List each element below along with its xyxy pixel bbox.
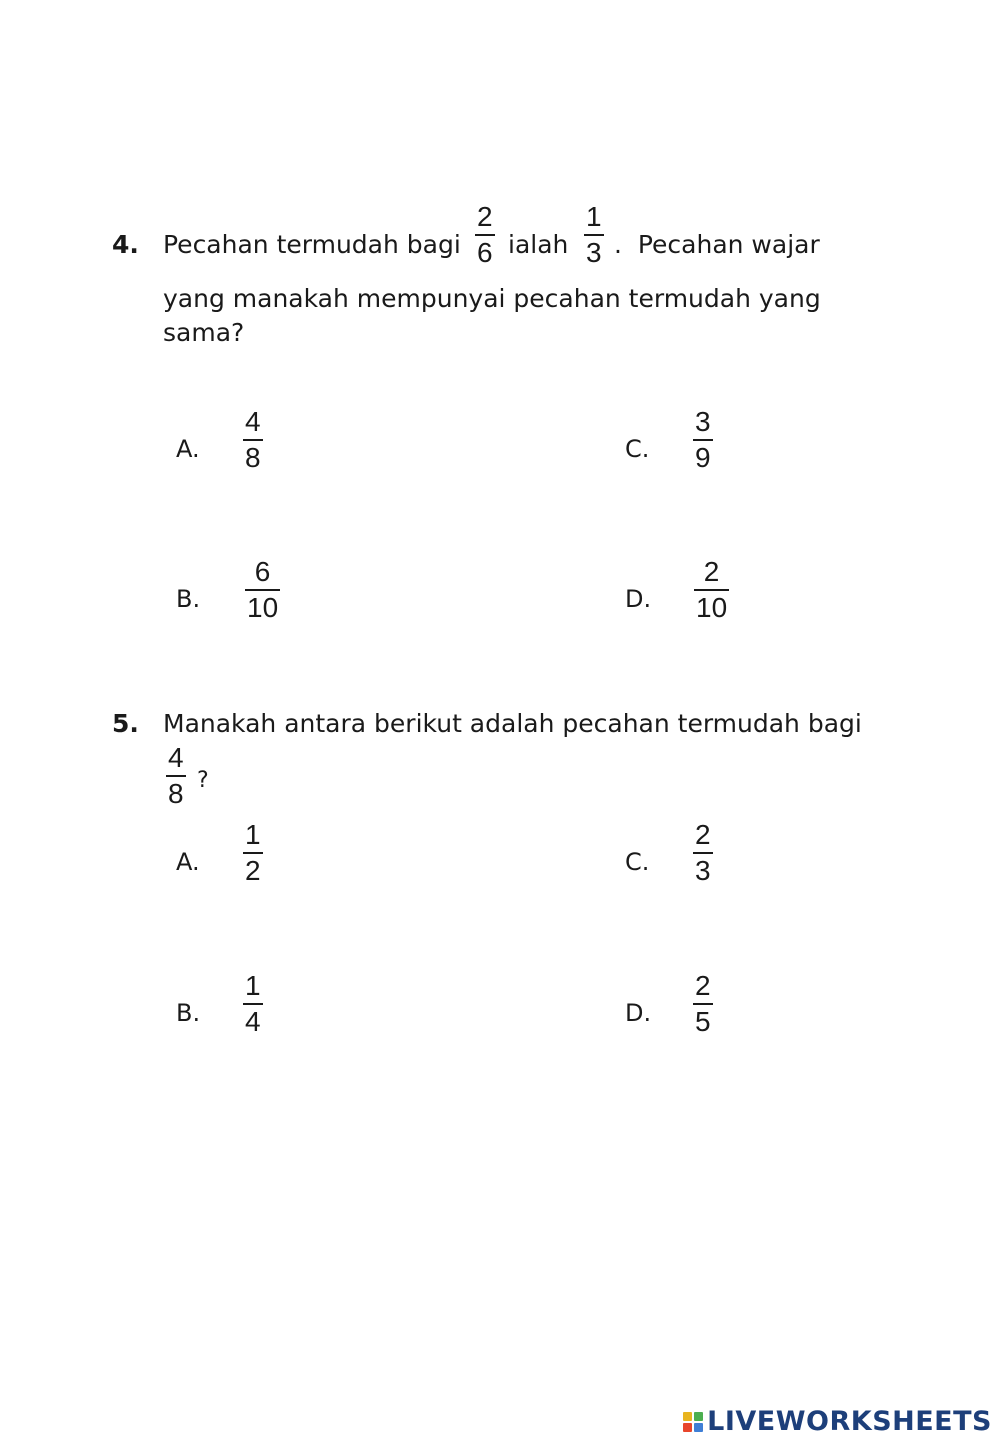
logo-text: LIVEWORKSHEETS bbox=[707, 1406, 992, 1437]
option-letter: C. bbox=[625, 848, 650, 876]
numerator: 2 bbox=[703, 556, 720, 587]
option-letter: D. bbox=[625, 999, 652, 1027]
fraction bbox=[166, 744, 186, 808]
question-text: Manakah antara berikut adalah pecahan termudah bagi bbox=[163, 709, 862, 738]
question-mark: ? bbox=[197, 768, 209, 793]
denominator: 10 bbox=[247, 592, 279, 623]
question-number: 5. bbox=[112, 709, 139, 738]
numerator: 4 bbox=[245, 406, 261, 437]
numerator: 2 bbox=[695, 970, 711, 1001]
fraction bbox=[475, 203, 495, 267]
denominator: 9 bbox=[695, 442, 711, 473]
option-d-fraction[interactable] bbox=[693, 972, 713, 1036]
denominator: 8 bbox=[168, 778, 184, 809]
denominator: 3 bbox=[695, 855, 711, 886]
option-b-fraction[interactable] bbox=[245, 558, 280, 622]
logo-grid-icon bbox=[683, 1412, 703, 1432]
question-text: ialah bbox=[508, 230, 569, 259]
denominator: 2 bbox=[245, 855, 261, 886]
fraction bbox=[584, 203, 604, 267]
option-letter: D. bbox=[625, 585, 652, 613]
option-b-fraction[interactable] bbox=[243, 972, 263, 1036]
denominator: 10 bbox=[696, 592, 728, 623]
numerator: 1 bbox=[245, 970, 261, 1001]
numerator: 6 bbox=[254, 556, 271, 587]
option-letter: B. bbox=[176, 999, 201, 1027]
numerator: 4 bbox=[168, 742, 184, 773]
question-text: sama? bbox=[163, 318, 245, 347]
numerator: 2 bbox=[695, 819, 711, 850]
option-letter: A. bbox=[176, 435, 200, 463]
logo-square bbox=[694, 1423, 703, 1432]
numerator: 1 bbox=[245, 819, 261, 850]
option-a-fraction[interactable] bbox=[243, 408, 263, 472]
option-d-fraction[interactable] bbox=[694, 558, 729, 622]
question-text: Pecahan termudah bagi bbox=[163, 230, 461, 259]
option-letter: B. bbox=[176, 585, 201, 613]
denominator: 6 bbox=[477, 237, 493, 268]
logo-square bbox=[683, 1412, 692, 1421]
denominator: 4 bbox=[245, 1006, 261, 1037]
option-letter: A. bbox=[176, 848, 200, 876]
numerator: 3 bbox=[695, 406, 711, 437]
liveworksheets-logo[interactable] bbox=[683, 1406, 992, 1437]
numerator: 2 bbox=[477, 201, 493, 232]
logo-square bbox=[694, 1412, 703, 1421]
denominator: 8 bbox=[245, 442, 261, 473]
denominator: 5 bbox=[695, 1006, 711, 1037]
question-text: . Pecahan wajar bbox=[614, 230, 820, 259]
option-letter: C. bbox=[625, 435, 650, 463]
numerator: 1 bbox=[586, 201, 602, 232]
logo-square bbox=[683, 1423, 692, 1432]
option-a-fraction[interactable] bbox=[243, 821, 263, 885]
question-number: 4. bbox=[112, 230, 139, 259]
option-c-fraction[interactable] bbox=[693, 408, 713, 472]
question-text: yang manakah mempunyai pecahan termudah yang bbox=[163, 284, 821, 313]
option-c-fraction[interactable] bbox=[693, 821, 713, 885]
denominator: 3 bbox=[586, 237, 602, 268]
